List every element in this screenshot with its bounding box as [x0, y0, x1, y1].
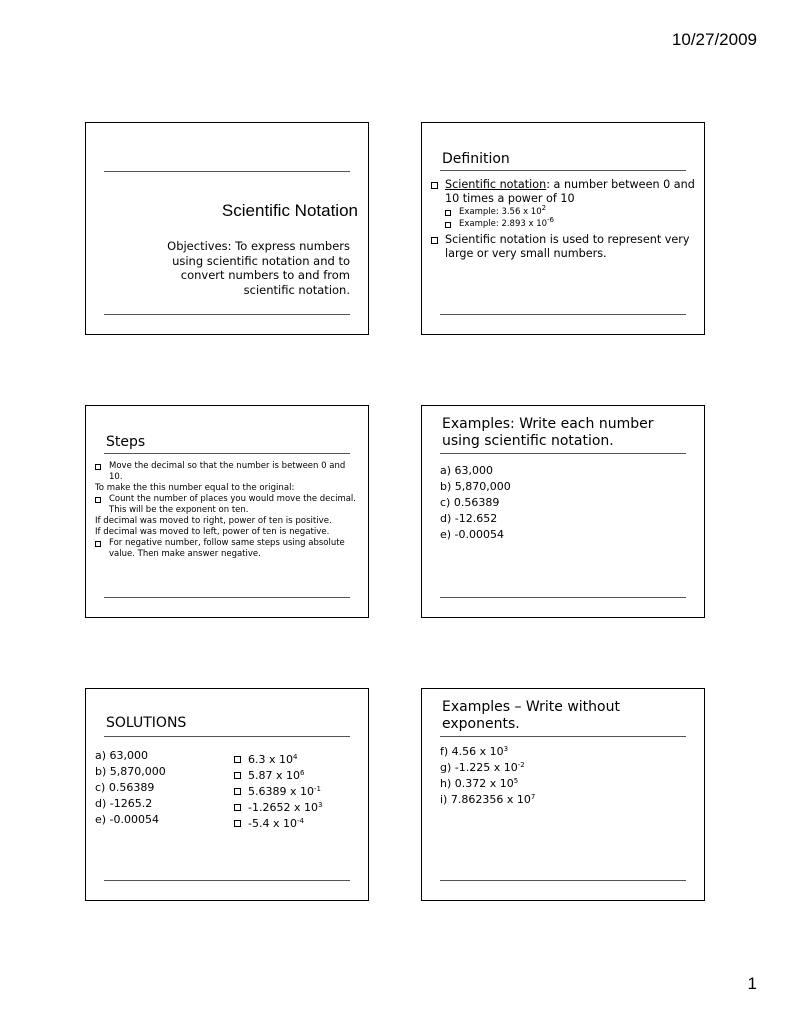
solutions-right-list: [234, 752, 354, 832]
list-item: i) 7.862356 x $10^7$: [440, 793, 536, 806]
slide-title: Scientific Notation: [221, 201, 358, 220]
bullet-item: [431, 178, 695, 205]
examples-list: [440, 744, 695, 808]
slide-title: Steps: [106, 434, 146, 450]
exponent: 2: [541, 204, 547, 212]
checkbox-bullet-icon: [234, 820, 241, 827]
checkbox-bullet-icon: [234, 772, 241, 779]
list-item: a) 63,000: [440, 464, 494, 477]
divider: [440, 736, 686, 737]
divider: [104, 171, 350, 172]
list-item: -1.2652 x $10^3$: [234, 800, 354, 816]
bullet-item: [431, 233, 695, 260]
list-item: 6.3 x $10^4$: [234, 752, 354, 768]
slide-title: Examples: Write each number using scientific notation.: [442, 416, 654, 449]
slide-3: [85, 405, 369, 618]
list-item: h) 0.372 x $10^5$: [440, 777, 519, 790]
slide-1: [85, 122, 369, 335]
divider: [440, 880, 686, 881]
list-item: a) 63,000: [95, 749, 149, 762]
divider: [104, 314, 350, 315]
bullet-item: [95, 461, 359, 483]
list-item: g) -1.225 x $10^{-2}$: [440, 761, 525, 774]
list-item: d) -12.652: [440, 512, 498, 525]
slide-body: [431, 178, 695, 260]
list-item: d) -1265.2: [95, 797, 153, 810]
divider: [440, 314, 686, 315]
step-line: To make the this number equal to the original:: [95, 483, 295, 493]
list-item: -5.4 x $10^{-4}$: [234, 816, 354, 832]
definition-text: : a number between 0 and 10 times a power of 10: [445, 178, 695, 205]
page-date: 10/27/2009: [671, 30, 757, 49]
step-text: For negative number, follow same steps using absolute value. Then make answer negative.: [109, 538, 345, 559]
bullet-item: [95, 494, 359, 516]
bullet-item: [95, 538, 359, 560]
list-item: c) 0.56389: [95, 781, 155, 794]
divider: [440, 453, 686, 454]
list-item: e) -0.00054: [440, 528, 505, 541]
divider: [104, 597, 350, 598]
slide-2: [421, 122, 705, 335]
divider: [104, 453, 350, 454]
checkbox-bullet-icon: [445, 222, 451, 228]
solutions-left-list: [95, 748, 205, 828]
list-item: 5.87 x $10^6$: [234, 768, 354, 784]
slide-title: Definition: [442, 151, 510, 167]
page-number: 1: [747, 974, 757, 993]
step-line: If decimal was moved to left, power of ten is negative.: [95, 527, 330, 537]
checkbox-bullet-icon: [431, 237, 438, 244]
list-item: 5.6389 x $10^{-1}$: [234, 784, 354, 800]
checkbox-bullet-icon: [445, 210, 451, 216]
slide-body: [95, 461, 359, 560]
step-line: If decimal was moved to right, power of ten is positive.: [95, 516, 332, 526]
examples-list: [440, 463, 695, 543]
step-text: Count the number of places you would move the decimal. This will be the exponent on ten.: [109, 494, 356, 515]
checkbox-bullet-icon: [234, 804, 241, 811]
checkbox-bullet-icon: [95, 541, 101, 547]
example-text: Example: 2.893 x 10: [459, 219, 548, 229]
checkbox-bullet-icon: [95, 464, 101, 470]
term: Scientific notation: [445, 178, 547, 191]
list-item: b) 5,870,000: [440, 480, 511, 493]
divider: [440, 170, 686, 171]
objectives-text: Objectives: To express numbers using scientific notation and to convert numbers to and from scientific notation.: [167, 239, 350, 297]
divider: [104, 736, 350, 737]
checkbox-bullet-icon: [431, 182, 438, 189]
example-text: Example: 3.56 x 10: [459, 207, 542, 217]
bullet-text: Scientific notation is used to represent very large or very small numbers.: [445, 233, 690, 260]
checkbox-bullet-icon: [234, 756, 241, 763]
checkbox-bullet-icon: [95, 497, 101, 503]
slide-4: [421, 405, 705, 618]
exponent: -6: [547, 216, 555, 224]
list-item: c) 0.56389: [440, 496, 500, 509]
divider: [440, 597, 686, 598]
list-item: e) -0.00054: [95, 813, 160, 826]
slide-5: [85, 688, 369, 901]
slide-title: Examples – Write without exponents.: [442, 699, 620, 732]
checkbox-bullet-icon: [234, 788, 241, 795]
divider: [104, 880, 350, 881]
slide-6: [421, 688, 705, 901]
sub-bullet-item: [445, 204, 695, 218]
slide-title: SOLUTIONS: [106, 715, 187, 731]
step-text: Move the decimal so that the number is between 0 and 10.: [109, 461, 346, 482]
list-item: b) 5,870,000: [95, 765, 166, 778]
list-item: f) 4.56 x $10^3$: [440, 745, 509, 758]
sub-bullet-item: [445, 216, 695, 230]
